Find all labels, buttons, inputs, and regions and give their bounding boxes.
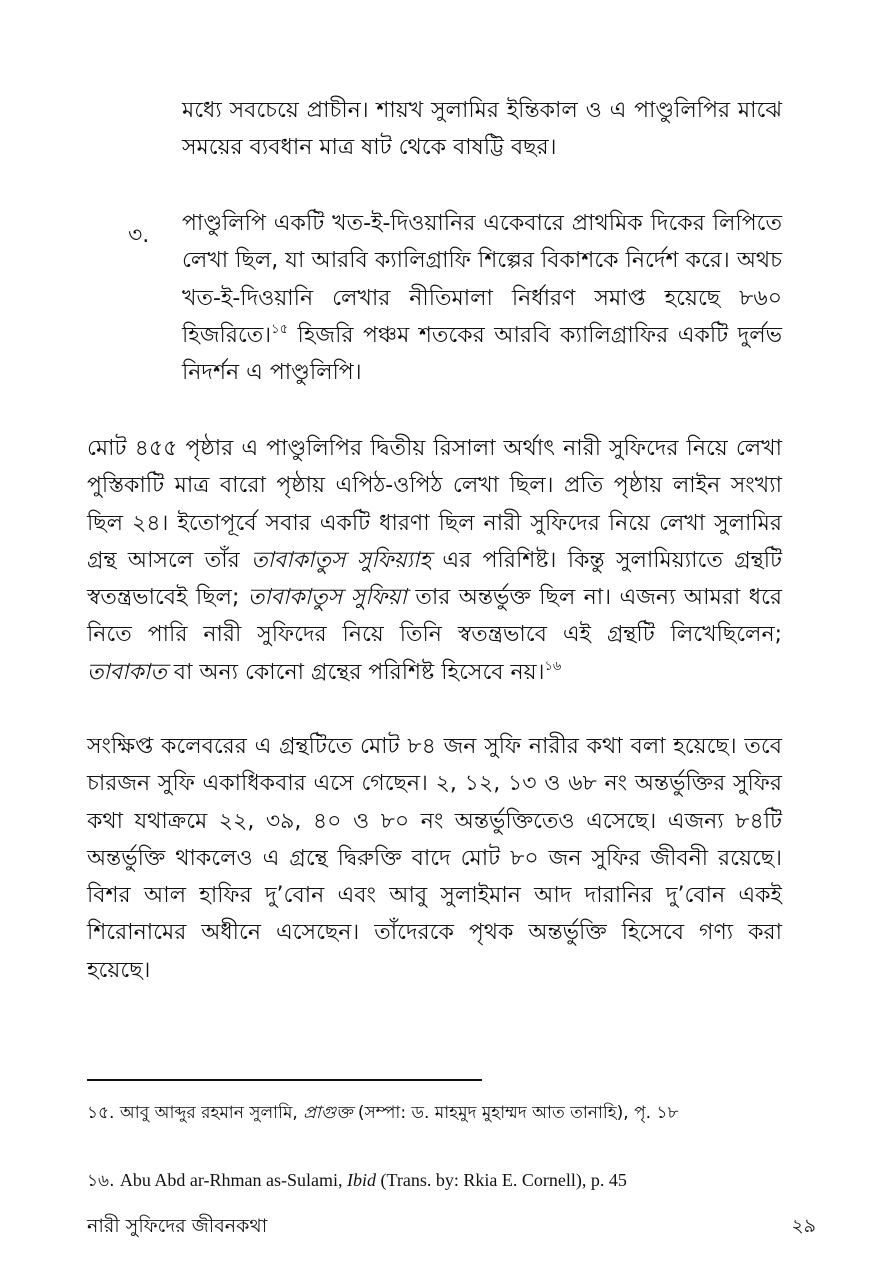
paragraph-text: এর পরিশিষ্ট। কিন্তু সুলামিয়্যাতে গ্রন্থটি স্বতন্ত্রভাবেই ছিল; <box>87 547 782 611</box>
footnote-text: (সম্পা: ড. মাহমুদ মুহাম্মদ আত তানাহি), পৃ. ১৮ <box>352 1103 679 1123</box>
paragraph-text: সংক্ষিপ্ত কলেবরের এ গ্রন্থটিতে মোট ৮৪ জন সুফি নারীর কথা বলা হয়েছে। তবে চারজন সুফি একাধিকবার এসে গেছেন। ২, ১২, ১৩ ও ৬৮ নং অন্তর্ভুক্তির সুফির কথা যথাক্রমে ২২, ৩৯, ৪০ ও ৮০ নং অন্তর্ভুক্তিতেও এসেছে। এজন্য ৮৪টি অন্তর্ভুক্তি থাকলেও এ গ্রন্থে দ্বিরুক্তি বাদে মোট ৮০ জন সুফির জীবনী রয়েছে। বিশর আল হাফির দু’বোন এবং আবু সুলাইমান আদ দারানির দু’বোন একই শিরোনামের অধীনে এসেছেন। তাঁদেরকে পৃথক অন্তর্ভুক্তি হিসেবে গণ্য করা হয়েছে। <box>87 734 782 983</box>
list-item-3 <box>182 205 782 391</box>
paragraph-text: মধ্যে সবচেয়ে প্রাচীন। শায়খ সুলামির ইন্তিকাল ও এ পাণ্ডুলিপির মাঝে সময়ের ব্যবধান মাত্র ষাট থেকে বাষট্টি বছর। <box>182 98 782 161</box>
page-number: ২৯ <box>791 1215 816 1237</box>
list-item-text: পাণ্ডুলিপি একটি খত-ই-দিওয়ানির একেবারে প্রাথমিক দিকের লিপিতে লেখা ছিল, যা আরবি ক্যালিগ্রাফি শিল্পের বিকাশকে নির্দেশ করে। অথচ খত-ই-দিওয়ানি লেখার নীতিমালা নির্ধারণ সমাপ্ত হয়েছে ৮৬০ হিজরিতে। <box>182 211 782 348</box>
running-footer-title: নারী সুফিদের জীবনকথা <box>87 1215 268 1237</box>
footnote-italic: প্রাগুক্ত <box>303 1103 353 1123</box>
list-item-number: ৩. <box>128 223 150 248</box>
list-item-text-cont: হিজরি পঞ্চম শতকের আরবি ক্যালিগ্রাফির একটি দুর্লভ নিদর্শন এ পাণ্ডুলিপি। <box>182 322 782 386</box>
paragraph-text: তার অন্তর্ভুক্ত ছিল না। এজন্য আমরা ধরে নিতে পারি নারী সুফিদের নিয়ে তিনি স্বতন্ত্রভাবে এই গ্রন্থটি লিখেছিলেন; <box>87 585 782 648</box>
book-title-italic: তাবাকাত <box>87 659 167 685</box>
paragraph-text: বা অন্য কোনো গ্রন্থের পরিশিষ্ট হিসেবে নয়। <box>166 659 545 685</box>
book-title-italic: তাবাকাতুস সুফিয়া <box>247 585 407 611</box>
paragraph-continuation <box>182 92 782 167</box>
footnote-ref-16[interactable]: ১৬ <box>544 658 562 674</box>
paragraph-contents <box>87 728 782 989</box>
paragraph-manuscript <box>87 430 782 691</box>
footnote-text: ১৫. আবু আব্দুর রহমান সুলামি, <box>87 1103 304 1123</box>
footnote-ref-15[interactable]: ১৫ <box>271 321 289 337</box>
footnote-text: Abu Abd ar-Rhman as-Sulami, <box>119 1170 348 1190</box>
footnote-italic: Ibid <box>347 1170 377 1190</box>
footnote-divider <box>87 1079 482 1081</box>
book-title-italic: তাবাকাতুস সুফিয়্যাহ <box>251 547 431 573</box>
footnote-16 <box>87 1165 782 1196</box>
paragraph-text: মোট ৪৫৫ পৃষ্ঠার এ পাণ্ডুলিপির দ্বিতীয় রিসালা অর্থাৎ নারী সুফিদের নিয়ে লেখা পুস্তিকাটি মাত্র বারো পৃষ্ঠায় এপিঠ-ওপিঠ লেখা ছিল। প্রতি পৃষ্ঠায় লাইন সংখ্যা ছিল ২৪। ইতোপূর্বে সবার একটি ধারণা ছিল নারী সুফিদের নিয়ে লেখা সুলামির গ্রন্থ আসলে তাঁর <box>87 436 782 573</box>
footnote-15 <box>87 1098 782 1128</box>
footnote-text: (Trans. by: Rkia E. Cornell), p. 45 <box>376 1170 627 1190</box>
footnote-number: ১৬. <box>87 1171 120 1191</box>
